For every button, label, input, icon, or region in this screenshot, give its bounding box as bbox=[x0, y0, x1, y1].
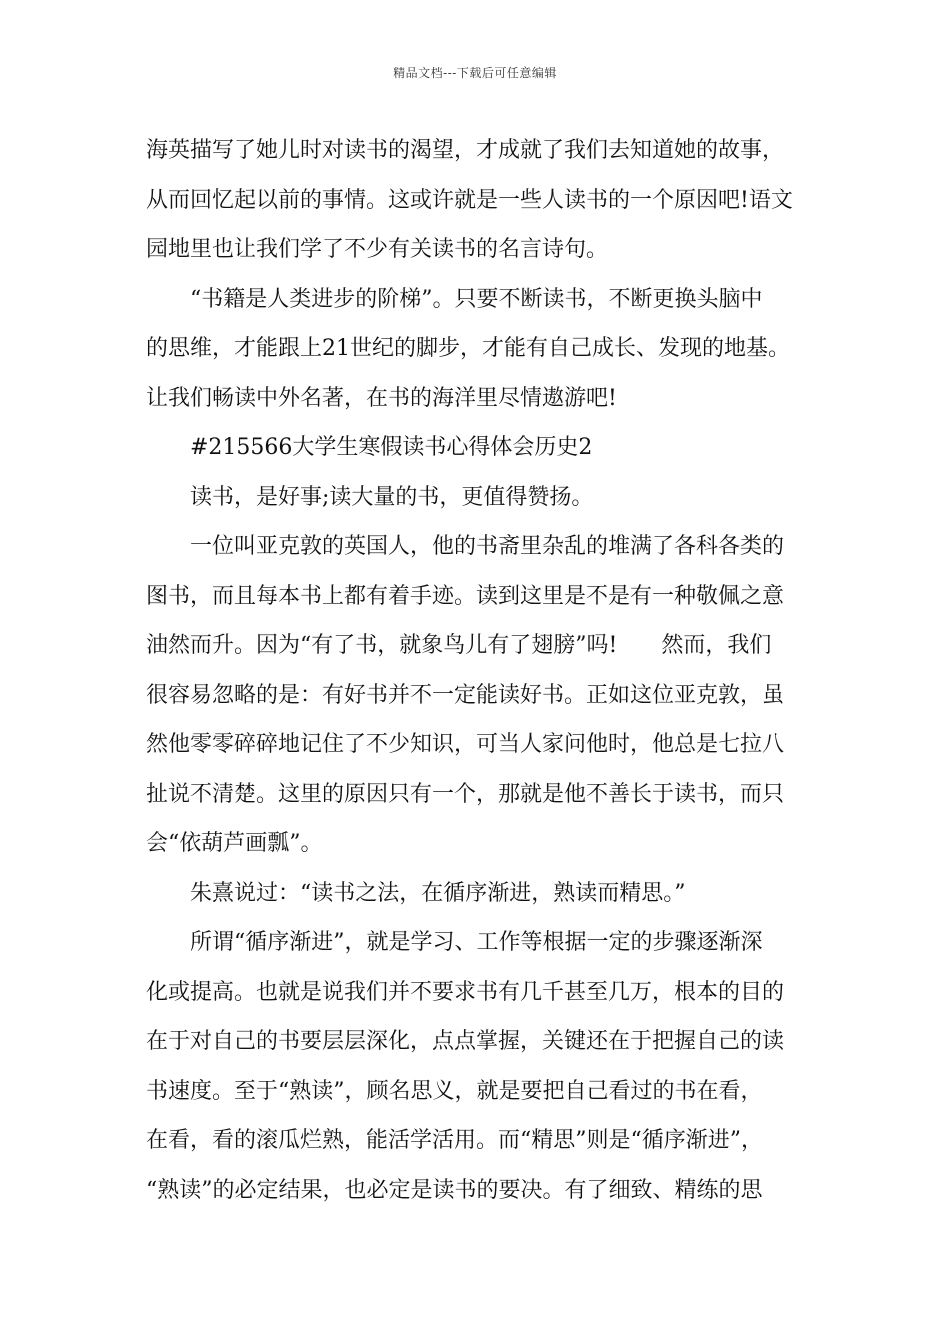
text-line: 所谓“循序渐进”，就是学习、工作等根据一定的步骤逐渐深 bbox=[190, 930, 763, 955]
text-line: 海英描写了她儿时对读书的渴望，才成就了我们去知道她的故事， bbox=[146, 138, 785, 163]
text-line: 书速度。至于“熟读”，顾名思义，就是要把自己看过的书在看， bbox=[146, 1078, 763, 1104]
text-line: 读书，是好事;读大量的书，更值得赞扬。 bbox=[190, 484, 594, 510]
text-line: 在看，看的滚瓜烂熟，能活学活用。而“精思”则是“循序渐进”， bbox=[146, 1128, 763, 1153]
text-line: 油然而升。因为“有了书，就象鸟儿有了翅膀”吗! 然而，我们 bbox=[146, 633, 772, 658]
text-line: 会“依葫芦画瓢”。 bbox=[146, 831, 323, 856]
text-line: 让我们畅读中外名著，在书的海洋里尽情遨游吧! bbox=[146, 385, 617, 411]
text-line: 从而回忆起以前的事情。这或许就是一些人读书的一个原因吧!语文 bbox=[146, 187, 793, 213]
text-line: 一位叫亚克敦的英国人，他的书斋里杂乱的堆满了各科各类的 bbox=[190, 534, 785, 559]
page-header: 精品文档---下载后可任意编辑 bbox=[393, 66, 557, 80]
text-line: “熟读”的必定结果，也必定是读书的要决。有了细致、精练的思 bbox=[146, 1177, 763, 1203]
text-line: 园地里也让我们学了不少有关读书的名言诗句。 bbox=[146, 237, 609, 262]
text-line: 很容易忽略的是：有好书并不一定能读好书。正如这位亚克敦，虽 bbox=[146, 682, 785, 708]
text-line: 在于对自己的书要层层深化，点点掌握，关键还在于把握自己的读 bbox=[146, 1029, 785, 1054]
text-line: “书籍是人类进步的阶梯”。只要不断读书，不断更换头脑中 bbox=[190, 286, 763, 312]
text-line: 然他零零碎碎地记住了不少知识，可当人家问他时，他总是七拉八 bbox=[146, 732, 785, 757]
text-line: 扯说不清楚。这里的原因只有一个，那就是他不善长于读书，而只 bbox=[146, 781, 785, 807]
text-line: 的思维，才能跟上21世纪的脚步，才能有自己成长、发现的地基。 bbox=[146, 336, 790, 361]
document-body bbox=[146, 126, 826, 1215]
text-line: 朱熹说过：“读书之法，在循序渐进，熟读而精思。” bbox=[190, 880, 686, 906]
text-line: 化或提高。也就是说我们并不要求书有几千甚至几万，根本的目的 bbox=[146, 979, 785, 1005]
text-line: 图书，而且每本书上都有着手迹。读到这里是不是有一种敬佩之意 bbox=[146, 583, 785, 609]
text-line: #215566大学生寒假读书心得体会历史2 bbox=[190, 435, 593, 460]
